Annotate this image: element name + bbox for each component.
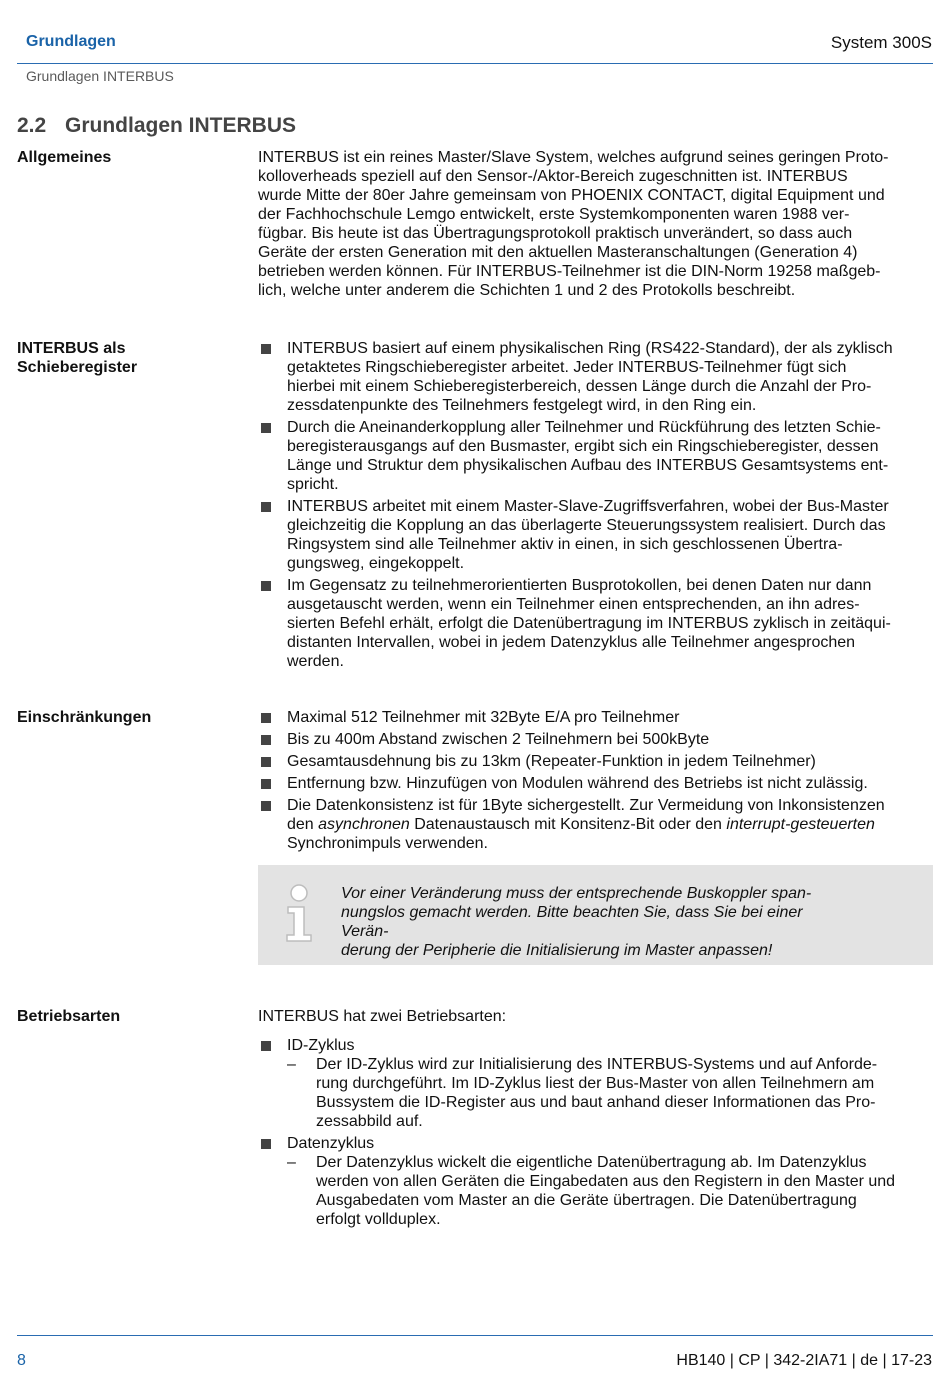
text-line: INTERBUS basiert auf einem physikalischen Ring (RS422-Standard), der als zyklisch xyxy=(287,340,893,357)
square-bullet-icon xyxy=(261,344,271,354)
square-bullet-icon xyxy=(261,581,271,591)
list-item xyxy=(258,774,934,793)
footer-divider xyxy=(17,1335,933,1336)
page-number: 8 xyxy=(17,1352,26,1369)
dash-bullet: – xyxy=(287,1056,296,1073)
text-line: betrieben werden können. Für INTERBUS-Teilnehmer ist die DIN-Norm 19258 maßgeb- xyxy=(258,263,881,280)
text-line: Entfernung bzw. Hinzufügen von Modulen während des Betriebs ist nicht zulässig. xyxy=(287,775,868,792)
text-line: rung durchgeführt. Im ID-Zyklus liest der Bus-Master von allen Teilnehmern am xyxy=(316,1075,875,1092)
section-number: 2.2 xyxy=(17,114,47,137)
italic-term: asynchronen xyxy=(318,816,410,833)
text-line: Gesamtausdehnung bis zu 13km (Repeater-Funktion in jedem Teilnehmer) xyxy=(287,753,816,770)
square-bullet-icon xyxy=(261,779,271,789)
square-bullet-icon xyxy=(261,502,271,512)
square-bullet-icon xyxy=(261,1139,271,1149)
list-item xyxy=(258,1134,934,1229)
text-line: gungsweg, eingekoppelt. xyxy=(287,555,465,572)
list-item xyxy=(258,418,934,494)
text-line: hierbei mit einem Schieberegisterbereich, dessen Länge durch die Anzahl der Pro- xyxy=(287,378,872,395)
info-note-box xyxy=(258,865,933,965)
list-item xyxy=(258,339,934,415)
label-line: Schieberegister xyxy=(17,359,138,376)
list-item xyxy=(258,752,934,771)
text-line: fügbar. Bis heute ist das Übertragungsprotokoll praktisch unverändert, so dass auch xyxy=(258,225,853,242)
page-title xyxy=(17,114,296,138)
square-bullet-icon xyxy=(261,801,271,811)
text-line: sierten Befehl erhält, erfolgt die Datenübertragung im INTERBUS zyklisch in zeitäqui- xyxy=(287,615,891,632)
text-line: kolloverheads speziell auf den Sensor-/Aktor-Bereich zugeschnitten ist. INTERBUS xyxy=(258,168,848,185)
mode-name: ID-Zyklus xyxy=(287,1037,355,1054)
text-line: werden von allen Geräten die Eingabedaten aus den Registern in den Master und xyxy=(316,1173,896,1190)
square-bullet-icon xyxy=(261,1041,271,1051)
paragraph-allgemeines xyxy=(258,148,934,300)
text-line: INTERBUS arbeitet mit einem Master-Slave-Zugriffsverfahren, wobei der Bus-Master xyxy=(287,498,889,515)
list-item xyxy=(258,796,934,853)
text-line: Bis zu 400m Abstand zwischen 2 Teilnehmern bei 500kByte xyxy=(287,731,710,748)
square-bullet-icon xyxy=(261,757,271,767)
text-line: Synchronimpuls verwenden. xyxy=(287,835,488,852)
list-schieberegister xyxy=(258,339,934,674)
text-line: Länge und Struktur dem physikalischen Aufbau des INTERBUS Gesamtsystems ent- xyxy=(287,457,889,474)
text-line: zessabbild auf. xyxy=(316,1113,423,1130)
text-line: spricht. xyxy=(287,476,339,493)
text-line: Der Datenzyklus wickelt die eigentliche Datenübertragung ab. Im Datenzyklus xyxy=(316,1154,867,1171)
italic-term: interrupt-gesteuerten xyxy=(726,816,875,833)
note-text xyxy=(341,884,851,960)
list-item xyxy=(258,576,934,671)
text-line: Maximal 512 Teilnehmer mit 32Byte E/A pro Teilnehmer xyxy=(287,709,680,726)
text-line: Ausgabedaten vom Master an die Geräte übertragen. Die Datenübertragung xyxy=(316,1192,857,1209)
text-line: wurde Mitte der 80er Jahre gemeinsam von PHOENIX CONTACT, digital Equipment und xyxy=(258,187,885,204)
text-line: nungslos gemacht werden. Bitte beachten Sie, dass Sie bei einer Verän- xyxy=(341,904,803,940)
header-product-name: System 300S xyxy=(830,33,932,52)
text-span: den xyxy=(287,816,319,833)
mode-name: Datenzyklus xyxy=(287,1135,375,1152)
text-line: erfolgt vollduplex. xyxy=(316,1211,441,1228)
list-einschraenkungen xyxy=(258,708,934,856)
list-item xyxy=(258,708,934,727)
text-line: Die Datenkonsistenz ist für 1Byte sichergestellt. Zur Vermeidung von Inkonsistenzen xyxy=(287,797,885,814)
text-line: Der ID-Zyklus wird zur Initialisierung des INTERBUS-Systems und auf Anforde- xyxy=(316,1056,878,1073)
breadcrumb: Grundlagen INTERBUS xyxy=(26,68,174,84)
text-line: INTERBUS ist ein reines Master/Slave System, welches aufgrund seines geringen Proto- xyxy=(258,149,889,166)
text-line: lich, welche unter anderem die Schichten 1 und 2 des Protokolls beschreibt. xyxy=(258,282,796,299)
info-icon xyxy=(282,883,316,943)
header-divider xyxy=(17,63,933,64)
sub-list-item xyxy=(287,1153,934,1229)
text-line: derung der Peripherie die Initialisierung im Master anpassen! xyxy=(341,942,773,959)
text-line: Bussystem die ID-Register aus und baut anhand dieser Informationen das Pro- xyxy=(316,1094,876,1111)
list-item xyxy=(258,730,934,749)
text-line: Vor einer Veränderung muss der entsprechende Buskoppler span- xyxy=(341,885,812,902)
label-betriebsarten: Betriebsarten xyxy=(17,1008,121,1025)
text-span: Datenaustausch mit Konsitenz-Bit oder den xyxy=(409,816,727,833)
text-line: Im Gegensatz zu teilnehmerorientierten Busprotokollen, bei denen Daten nur dann xyxy=(287,577,872,594)
text-line: gleichzeitig die Kopplung an das überlagerte Steuerungssystem realisiert. Durch das xyxy=(287,517,886,534)
dash-bullet: – xyxy=(287,1154,296,1171)
text-line: beregisterausgangs auf den Busmaster, ergibt sich ein Ringschieberegister, dessen xyxy=(287,438,879,455)
label-einschraenkungen: Einschränkungen xyxy=(17,709,152,726)
text-line: getaktetes Ringschieberegister arbeitet. Jeder INTERBUS-Teilnehmer fügt sich xyxy=(287,359,847,376)
sub-list-item xyxy=(287,1055,934,1131)
text-line: ausgetauscht werden, wenn ein Teilnehmer einen entsprechenden, an ihn adres- xyxy=(287,596,860,613)
square-bullet-icon xyxy=(261,713,271,723)
text-line: zessdatenpunkte des Teilnehmers festgelegt wird, in den Ring ein. xyxy=(287,397,757,414)
square-bullet-icon xyxy=(261,423,271,433)
text-line: Geräte der ersten Generation mit den aktuellen Masteranschaltungen (Generation 4) xyxy=(258,244,858,261)
text-line: werden. xyxy=(287,653,344,670)
text-line xyxy=(287,815,934,834)
document-reference: HB140 | CP | 342-2IA71 | de | 17-23 xyxy=(676,1352,932,1369)
square-bullet-icon xyxy=(261,735,271,745)
intro-text: INTERBUS hat zwei Betriebsarten: xyxy=(258,1008,507,1025)
text-line: der Fachhochschule Lemgo entwickelt, erste Systemkomponenten waren 1988 ver- xyxy=(258,206,850,223)
text-line: Ringsystem sind alle Teilnehmer aktiv in einen, in sich geschlossenen Übertra- xyxy=(287,536,843,553)
section-title: Grundlagen INTERBUS xyxy=(65,114,297,137)
list-item xyxy=(258,1036,934,1131)
section-betriebsarten xyxy=(258,1007,934,1232)
list-item xyxy=(258,497,934,573)
label-schieberegister xyxy=(17,339,237,377)
label-allgemeines: Allgemeines xyxy=(17,149,112,166)
text-line: Durch die Aneinanderkopplung aller Teilnehmer und Rückführung des letzten Schie- xyxy=(287,419,881,436)
text-line: distanten Intervallen, wobei in jedem Datenzyklus alle Teilnehmer angesprochen xyxy=(287,634,856,651)
header-section-title: Grundlagen xyxy=(26,33,116,50)
label-line: INTERBUS als xyxy=(17,340,126,357)
